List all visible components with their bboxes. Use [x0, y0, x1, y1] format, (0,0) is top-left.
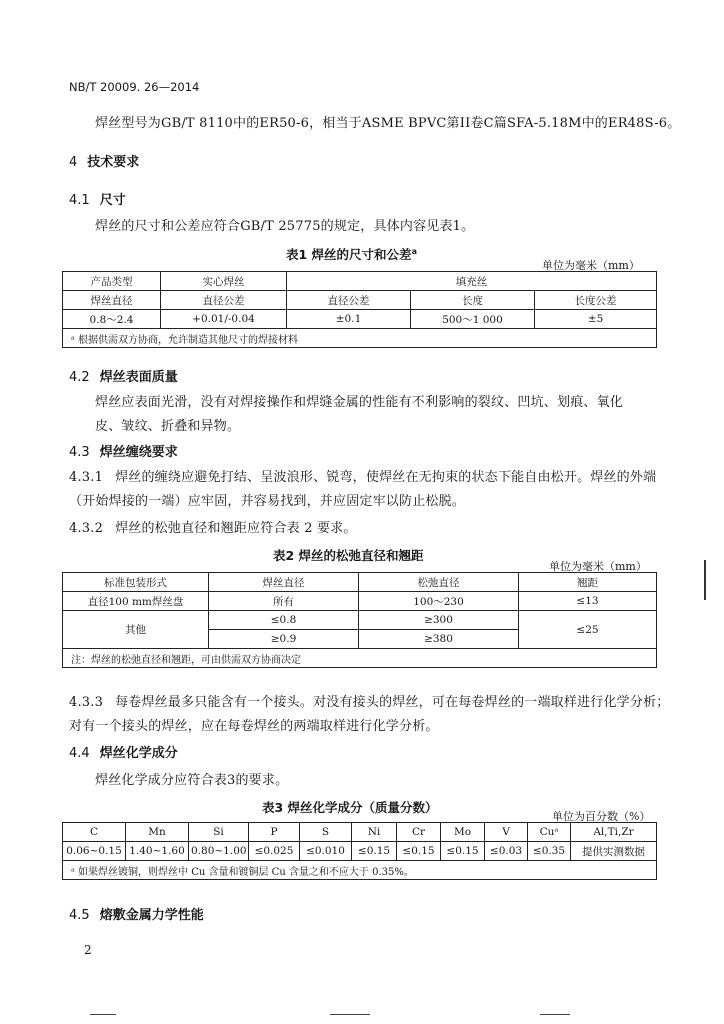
table-cell: ≤0.8 — [209, 611, 359, 630]
table-cell: 500～1 000 — [411, 310, 535, 329]
table-cell: ≤13 — [519, 592, 657, 611]
standard-number: NB/T 20009. 26—2014 — [69, 80, 200, 94]
table-cell: ≥300 — [359, 611, 519, 630]
caption-text: 表1 焊丝的尺寸和公差 — [286, 247, 412, 262]
section-4-4-text: 焊丝化学成分应符合表3的要求。 — [95, 773, 289, 788]
table-header-cell: Cr — [397, 823, 441, 842]
table-cell: 0.06~0.15 — [63, 842, 126, 861]
table-cell: ≤0.15 — [352, 842, 397, 861]
table-cell: 其他 — [63, 611, 209, 649]
caption-footnote-mark: a — [411, 246, 417, 256]
table-header-cell: Al,Ti,Zr — [571, 823, 657, 842]
section-title: 技术要求 — [87, 155, 140, 170]
table-row — [63, 329, 657, 348]
table-cell: 所有 — [209, 592, 359, 611]
section-4-3-3-line1 — [69, 691, 669, 710]
table-cell: 100～230 — [359, 592, 519, 611]
table-cell: ≥0.9 — [209, 630, 359, 649]
table-header-cell: Mn — [126, 823, 189, 842]
table-cell: ≤0.35 — [528, 842, 571, 861]
table-header-cell: 焊丝直径 — [209, 573, 359, 592]
table-header-cell: 长度公差 — [535, 291, 657, 310]
section-title: 焊丝化学成分 — [99, 746, 178, 761]
table-cell: 1.40~1.60 — [126, 842, 189, 861]
section-number: 4.4 — [69, 746, 90, 761]
table-header-cell: 实心焊丝 — [161, 272, 287, 291]
table-header-cell: 直径公差 — [287, 291, 411, 310]
section-4-2-text: 焊丝应表面光滑，没有对焊接操作和焊缝金属的性能有不利影响的裂纹、凹坑、划痕、氧化皮、皱纹、折叠和异物。 — [95, 395, 624, 434]
section-4-3-1-line2: （开始焊接的一端）应牢固，并容易找到，并应固定牢以防止松脱。 — [69, 494, 466, 509]
paragraph-text: 焊丝的松弛直径和翘距应符合表 2 要求。 — [115, 521, 357, 536]
table-cell: 0.80~1.00 — [189, 842, 249, 861]
table-header-cell: 标准包装形式 — [63, 573, 209, 592]
table-cell: ≤0.15 — [397, 842, 441, 861]
table-cell: ±0.1 — [287, 310, 411, 329]
section-number: 4.2 — [69, 370, 90, 385]
table-header-cell: Ni — [352, 823, 397, 842]
section-4-4-heading — [69, 742, 178, 761]
table1-caption — [286, 245, 417, 263]
table-row — [63, 823, 657, 842]
table2-unit: 单位为毫米（mm） — [549, 560, 647, 573]
section-4-3-2 — [69, 517, 357, 536]
table-footnote: 注：焊丝的松弛直径和翘距，可由供需双方协商决定 — [63, 649, 657, 668]
table-row — [63, 649, 657, 668]
section-4-3-heading — [69, 441, 178, 460]
table2 — [62, 572, 657, 668]
intro-paragraph: 焊丝型号为GB/T 8110中的ER50-6，相当于ASME BPVC第II卷C篇SFA-5.18M中的ER48S-6。 — [95, 116, 681, 131]
section-number: 4.3.2 — [69, 521, 104, 536]
section-4-3-1-line1 — [69, 466, 656, 485]
scan-mark — [90, 1014, 116, 1015]
table-footnote: ᵃ 根据供需双方协商，允许制造其他尺寸的焊接材料 — [63, 329, 657, 348]
table3-unit: 单位为百分数（%） — [552, 810, 651, 823]
table2-caption: 表2 焊丝的松弛直径和翘距 — [273, 548, 424, 563]
table1-unit: 单位为毫米（mm） — [542, 259, 640, 272]
scan-mark — [540, 1014, 570, 1015]
table-cell: ≥380 — [359, 630, 519, 649]
paragraph-text: 每卷焊丝最多只能含有一个接头。对没有接头的焊丝，可在每卷焊丝的一端取样进行化学分析； — [115, 695, 670, 710]
table-cell: 0.8～2.4 — [63, 310, 161, 329]
page-number: 2 — [84, 943, 92, 957]
section-title: 焊丝缠绕要求 — [99, 445, 178, 460]
table-cell: ≤0.03 — [485, 842, 528, 861]
table-cell: ±5 — [535, 310, 657, 329]
table-row — [63, 291, 657, 310]
section-title: 熔敷金属力学性能 — [99, 908, 204, 923]
table3 — [62, 822, 657, 880]
table-row — [63, 310, 657, 329]
table-cell: ≤0.010 — [300, 842, 352, 861]
section-number: 4.3.1 — [69, 470, 104, 485]
table-row — [63, 573, 657, 592]
section-number: 4.1 — [69, 193, 90, 208]
table-row — [63, 592, 657, 611]
table-cell: ≤25 — [519, 611, 657, 649]
section-4-2-heading — [69, 366, 178, 385]
paragraph-text: 焊丝的缠绕应避免打结、呈波浪形、锐弯，使焊丝在无拘束的状态下能自由松开。焊丝的外端 — [115, 470, 657, 485]
table-header-cell: Mo — [441, 823, 485, 842]
section-4-5-heading — [69, 904, 204, 923]
section-title: 尺寸 — [99, 193, 126, 208]
table-header-cell: 翘距 — [519, 573, 657, 592]
section-4-1-heading — [69, 189, 126, 208]
table-header-cell: 松弛直径 — [359, 573, 519, 592]
table-header-cell: 直径公差 — [161, 291, 287, 310]
section-title: 焊丝表面质量 — [99, 370, 178, 385]
table-cell: ≤0.15 — [441, 842, 485, 861]
table-cell: 直径100 mm焊丝盘 — [63, 592, 209, 611]
table-cell: 提供实测数据 — [571, 842, 657, 861]
table-row — [63, 272, 657, 291]
section-number: 4.3 — [69, 445, 90, 460]
binding-mark — [704, 560, 706, 600]
table-header-cell: S — [300, 823, 352, 842]
table-header-cell: V — [485, 823, 528, 842]
table-header-cell: 填充丝 — [287, 272, 657, 291]
section-number: 4 — [69, 155, 78, 170]
section-number: 4.3.3 — [69, 695, 104, 710]
table-header-cell: C — [63, 823, 126, 842]
section-4-1-text: 焊丝的尺寸和公差应符合GB/T 25775的规定，具体内容见表1。 — [95, 219, 475, 234]
table-row — [63, 611, 657, 630]
table-row — [63, 842, 657, 861]
table-cell: +0.01/-0.04 — [161, 310, 287, 329]
section-4-heading — [69, 151, 139, 170]
table-header-cell: 焊丝直径 — [63, 291, 161, 310]
table-header-cell: 长度 — [411, 291, 535, 310]
table-header-cell: 产品类型 — [63, 272, 161, 291]
section-number: 4.5 — [69, 908, 90, 923]
table-footnote: ᵃ 如果焊丝镀铜，则焊丝中 Cu 含量和镀铜层 Cu 含量之和不应大于 0.35%。 — [63, 861, 657, 880]
table-header-cell: Si — [189, 823, 249, 842]
table-row — [63, 861, 657, 880]
section-4-3-3-line2: 对有一个接头的焊丝，应在每卷焊丝的两端取样进行化学分析。 — [69, 719, 439, 734]
table1 — [62, 271, 657, 348]
scan-mark — [330, 1014, 370, 1015]
table3-caption: 表3 焊丝化学成分（质量分数） — [262, 800, 438, 815]
table-cell: ≤0.025 — [249, 842, 300, 861]
table-header-cell: P — [249, 823, 300, 842]
table-header-cell: Cuᵃ — [528, 823, 571, 842]
